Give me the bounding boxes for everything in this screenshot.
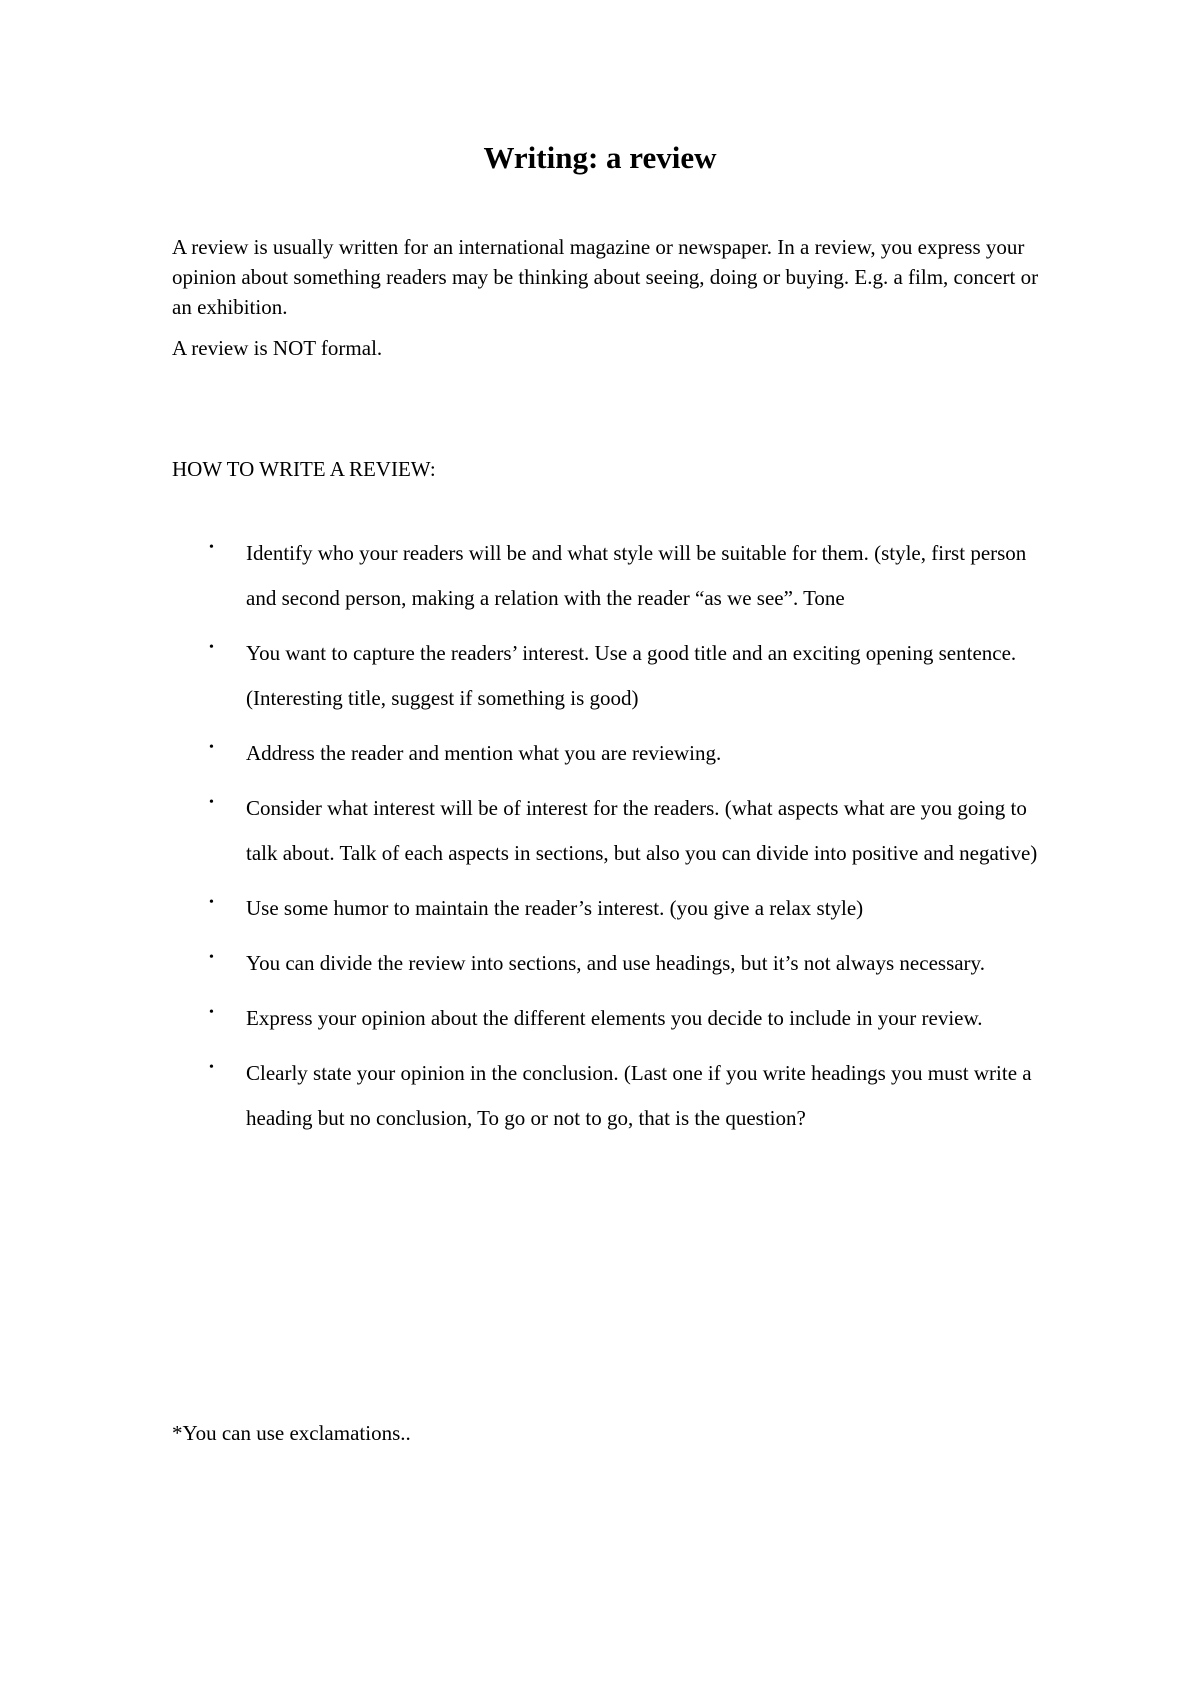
bullet-icon: • <box>209 950 214 965</box>
list-item <box>172 531 1052 621</box>
tip-text: You want to capture the readers’ interest. Use a good title and an exciting opening sentence. (Interesting title, suggest if something is good) <box>246 641 1017 710</box>
bullet-icon: • <box>209 740 214 755</box>
bullet-icon: • <box>209 640 214 655</box>
intro-paragraph: A review is usually written for an international magazine or newspaper. In a review, you express your opinion about something readers may be thinking about seeing, doing or buying. E.g. a film, concert or an exhibition. <box>172 235 1039 319</box>
intro-note: A review is NOT formal. <box>172 336 383 360</box>
list-item <box>172 941 1052 986</box>
bullet-icon: • <box>209 1060 214 1075</box>
bullet-icon: • <box>209 795 214 810</box>
tips-list <box>172 531 1052 1151</box>
list-item <box>172 886 1052 931</box>
tip-text: Address the reader and mention what you are reviewing. <box>246 741 722 765</box>
tip-text: Clearly state your opinion in the conclusion. (Last one if you write headings you must write a heading but no conclusion, To go or not to go, that is the question? <box>246 1061 1032 1130</box>
tip-text: Consider what interest will be of interest for the readers. (what aspects what are you going to talk about. Talk of each aspects in sections, but also you can divide into positive and negative) <box>246 796 1038 865</box>
tip-text: Express your opinion about the different elements you decide to include in your review. <box>246 1006 983 1030</box>
tip-text: You can divide the review into sections, and use headings, but it’s not always necessary. <box>246 951 985 975</box>
list-item <box>172 1051 1052 1141</box>
list-item <box>172 996 1052 1041</box>
tip-text: Identify who your readers will be and what style will be suitable for them. (style, first person and second person, making a relation with the reader “as we see”. Tone <box>246 541 1027 610</box>
tip-text: Use some humor to maintain the reader’s interest. (you give a relax style) <box>246 896 864 920</box>
list-item <box>172 631 1052 721</box>
section-heading: HOW TO WRITE A REVIEW: <box>172 457 436 481</box>
bullet-icon: • <box>209 1005 214 1020</box>
bullet-icon: • <box>209 895 214 910</box>
bullet-icon: • <box>209 540 214 555</box>
page-title: Writing: a review <box>483 140 717 175</box>
list-item <box>172 731 1052 776</box>
list-item <box>172 786 1052 876</box>
footnote: *You can use exclamations.. <box>172 1421 411 1445</box>
